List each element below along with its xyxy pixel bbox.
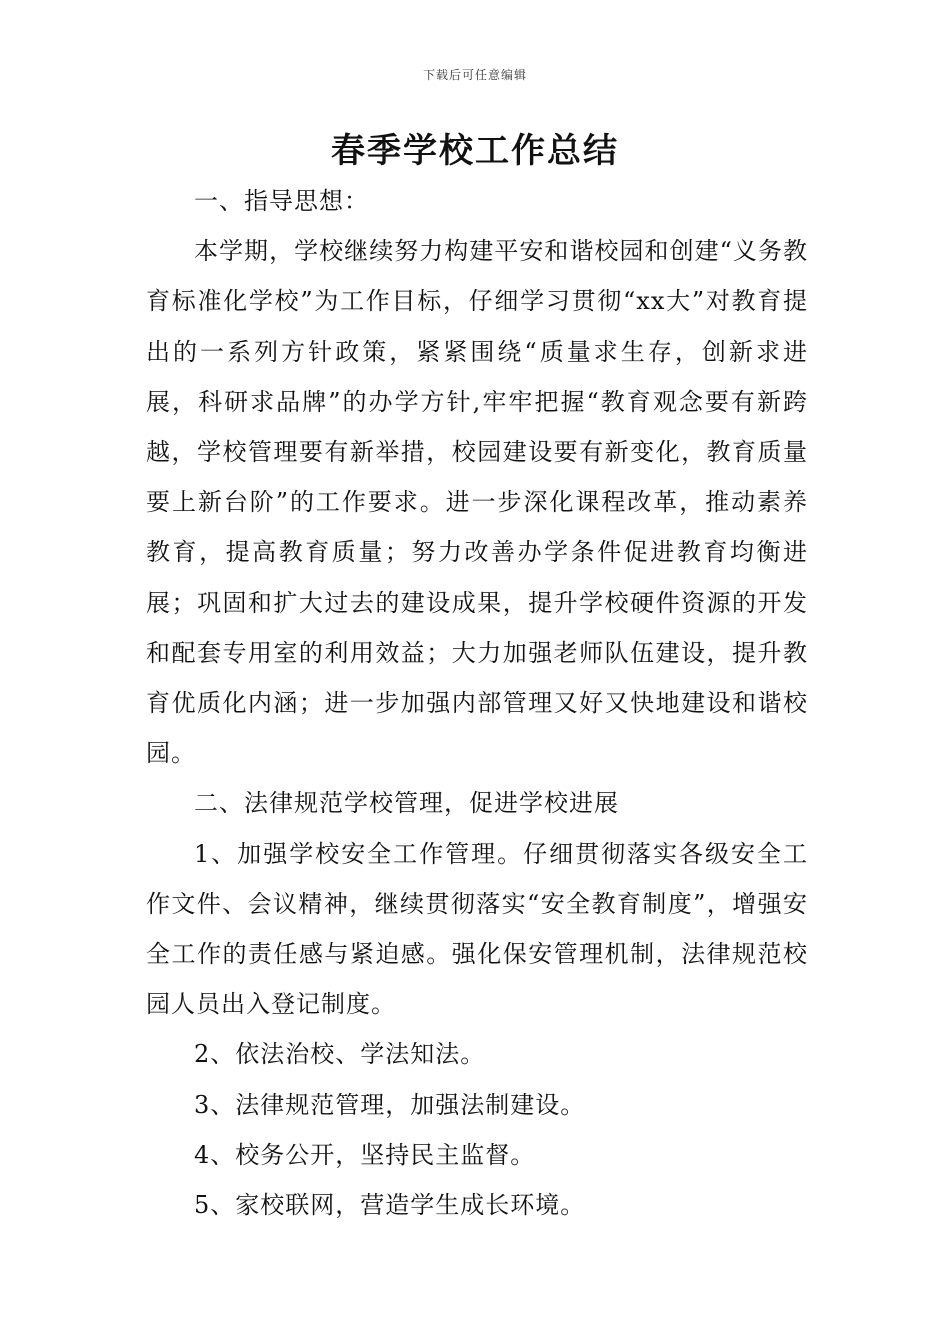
document-title: 春季学校工作总结 (331, 131, 619, 171)
section-1-paragraph: 本学期，学校继续努力构建平安和谐校园和创建“义务教育标准化学校”为工作目标，仔细学习贯彻“xx大”对教育提出的一系列方针政策，紧紧围绕“质量求生存，创新求进展，科研求品牌”的办学方针,牢牢把握“教育观念要有新跨越，学校管理要有新举措，校园建设要有新变化，教育质量要上新台阶”的工作要求。进一步深化课程改革，推动素养教育，提高教育质量；努力改善办学条件促进教育均衡进展；巩固和扩大过去的建设成果，提升学校硬件资源的开发和配套专用室的利用效益；大力加强老师队伍建设，提升教育优质化内涵；进一步加强内部管理又好又快地建设和谐校园。 (146, 237, 808, 768)
list-item-1: 1、加强学校安全工作管理。仔细贯彻落实各级安全工作文件、会议精神，继续贯彻落实“安全教育制度”，增强安全工作的责任感与紧迫感。强化保安管理机制，法律规范校园人员出入登记制度。 (146, 839, 808, 1019)
section-1-heading: 一、指导思想： (194, 187, 369, 215)
list-item-5: 5、家校联网，营造学生成长环境。 (194, 1191, 586, 1220)
list-item-4: 4、校务公开，坚持民主监督。 (194, 1140, 536, 1169)
header-note: 下载后可任意编辑 (422, 68, 527, 82)
document-body (146, 176, 808, 1230)
list-item-3: 3、法律规范管理，加强法制建设。 (194, 1090, 586, 1119)
list-item-2: 2、依法治校、学法知法。 (194, 1040, 486, 1069)
section-2-heading: 二、法律规范学校管理，促进学校进展 (194, 789, 619, 818)
